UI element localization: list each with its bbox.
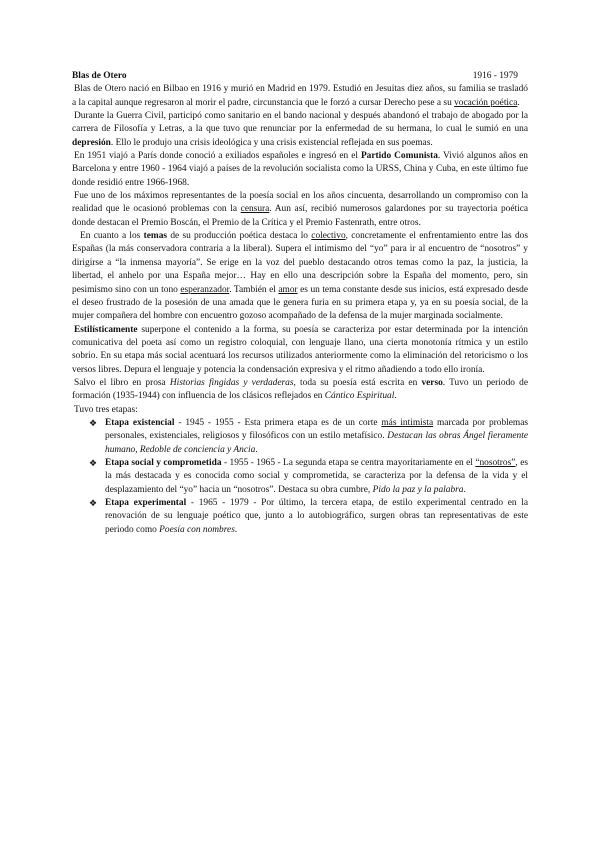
underlined-term: esperanzador — [180, 284, 230, 295]
list-item: ❖ Etapa existencial - 1945 - 1955 - Esta primera etapa es de un corte más intimista marcada por problemas personales, existenciales, religiosos y filosóficos con un estilo metafísico. Destacan las obras Ángel fieramente humano, Redoble de conciencia y Ancia. — [89, 417, 529, 455]
list-item: ❖ Etapa experimental - 1965 - 1979 - Por último, la tercera etapa, de estilo experimental centrado en la renovación de su lenguaje poético que, junto a lo autobiográfico, surgen obras tan representativas de este periodo como Poesía con nombres. — [89, 498, 528, 535]
paragraph-biography: Blas de Otero nació en Bilbao en 1916 y murió en Madrid en 1979. Estudió en Jesuitas diez años, su familia se trasladó a la capital aunque regresaron al morir el padre, circunstancia que le forzó a cursar Derecho pese a su vocación poética. — [72, 84, 528, 108]
list-item: ❖ Etapa social y comprometida - 1955 - 1965 - La segunda etapa se centra mayoritariamente en el “nosotros”, es la más destacada y es conocida como social y comprometida, se caracteriza por la defensa de la vida y el desplazamiento del “yo” hacia un “nosotros”. Destaca su obra cumbre, Pido la paz y la palabra. — [89, 457, 529, 495]
underlined-term: vocación poética — [454, 97, 518, 108]
paragraph-themes: En cuanto a los temas de su producción poética destaca lo colectivo, concretamente el enfrentamiento entre las dos Españas (la más conservadora contraria a la liberal). Supera el intimismo del “yo” para ir al encuentro de “nosotros” y dirigirse a “la inmensa mayoría”. Se erige en la voz del pueblo destacando otros temas como la paz, la justicia, la libertad, el anhelo por una España mejor… Hay en ello una descripción sobre la España del momento, pero, sin pesimismo sino con un tono esperanzador. También el amor es un tema constante desde sus inicios, está expresado desde el deseo frustrado de la posesión de una amada que le genera furia en su primera etapa y, ya en su poesía social, de la mujer compañera del hombre con encuentro gozoso acompañado de la defensa de la mujer marginada socialmente. — [72, 231, 529, 322]
diamond-bullet-icon: ❖ — [89, 417, 98, 428]
bold-term: verso — [421, 377, 443, 388]
italic-title: Pido la paz y la palabra — [372, 484, 464, 495]
bold-term: depresión — [72, 137, 111, 148]
underlined-term: censura — [240, 204, 270, 215]
italic-title: Destacan las obras Ángel fieramente humano, Redoble de conciencia y Ancia — [105, 431, 528, 455]
paragraph-stages-intro: Tuvo tres etapas: — [74, 404, 138, 415]
page-title: Blas de Otero — [72, 71, 127, 81]
document-header — [72, 70, 528, 83]
stages-list — [72, 417, 528, 537]
diamond-bullet-icon: ❖ — [89, 498, 98, 508]
bold-term: temas — [143, 231, 168, 242]
underlined-term: “nosotros” — [475, 457, 516, 468]
paragraph-paris: En 1951 viajó a París donde conoció a exiliados españoles e ingresó en el Partido Comunista. Vivió algunos años en Barcelona y entre 1960 - 1964 viajó a países de la revolución socialista como la URSS, China y Cuba, en este último fue donde residió entre 1966-1968. — [72, 151, 528, 188]
bold-term: Partido Comunista — [360, 151, 438, 162]
stage-name: Etapa experimental — [105, 498, 187, 508]
italic-title: Cántico Espiritual — [324, 391, 395, 402]
diamond-bullet-icon: ❖ — [89, 457, 98, 468]
stage-name: Etapa existencial — [105, 417, 175, 428]
bold-term: Estilísticamente — [74, 324, 138, 335]
italic-title: Poesía con nombres — [159, 524, 235, 535]
document-body — [72, 70, 528, 537]
paragraph-works: Salvo el libro en prosa Historias fingidas y verdaderas, toda su poesía está escrita en verso. Tuvo un periodo de formación (1935-1944) con influencia de los clásicos reflejados en Cántico Espiritual. — [72, 377, 529, 402]
italic-title: Historias fingidas y verdaderas — [169, 377, 294, 388]
underlined-term: más intimista — [381, 417, 434, 428]
life-years: 1916 - 1979 — [472, 71, 518, 81]
paragraph-social-poetry: Fue uno de los máximos representantes de la poesía social en los años cincuenta, desarrollando un compromiso con la realidad que le ocasionó problemas con la censura. Aun así, recibió numerosos galardones por su trayectoria poética donde destacan el Premio Boscán, el Premio de la Crítica y el Premio Fastenrath, entre otros. — [72, 191, 529, 228]
underlined-term: amor — [278, 284, 298, 295]
stage-name: Etapa social y comprometida — [105, 457, 222, 468]
paragraph-style: Estilísticamente superpone el contenido a la forma, su poesía se caracteriza por estar determinada por la intención comunicativa del poeta así como un registro coloquial, con lenguaje llano, una cierta monotonía rítmica y un estilo sobrio. En su etapa más social acentuará los recursos utilizados anteriormente como la eliminación del retoricismo o los versos libres. Depura el lenguaje y potencia la condensación expresiva y el ritmo añadiendo a todo ello ironía. — [72, 324, 528, 375]
underlined-term: colectivo — [311, 231, 346, 242]
paragraph-civil-war: Durante la Guerra Civil, participó como sanitario en el bando nacional y después abandonó el trabajo de abogado por la carrera de Filosofía y Letras, a la que tuvo que renunciar por la enfermedad de su hermana, lo cual le sumió en una depresión. Ello le produjo una crisis ideológica y una crisis existencial reflejada en sus poemas. — [72, 111, 528, 148]
